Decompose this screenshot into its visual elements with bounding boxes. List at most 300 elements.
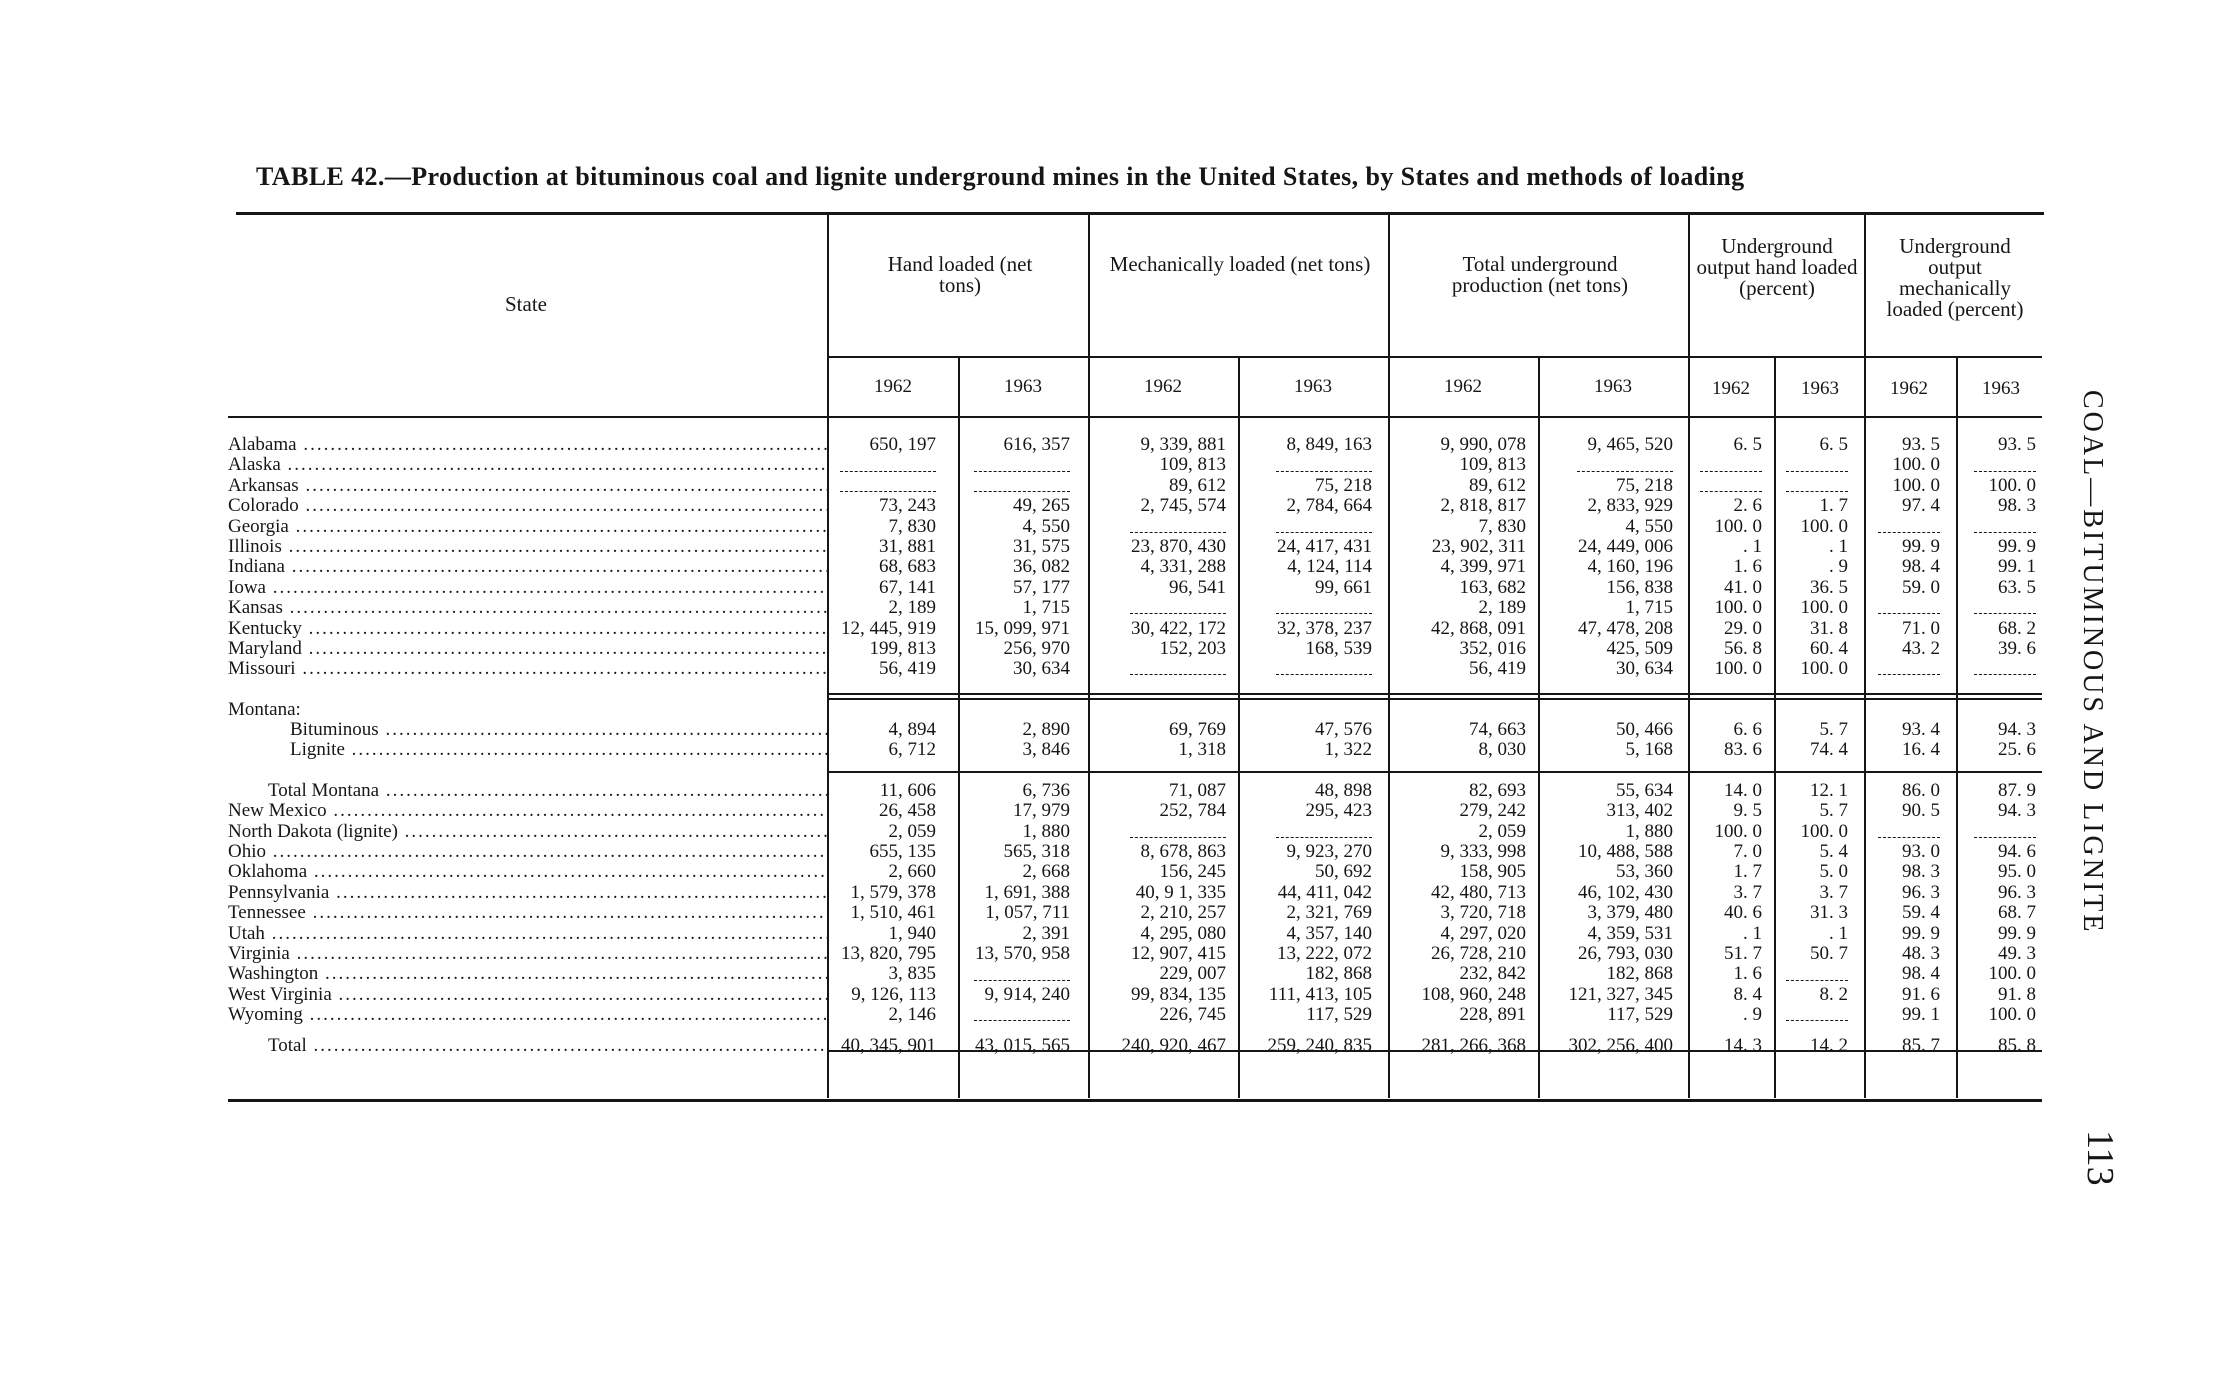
table-cell: 4, 297, 020 [1440, 922, 1526, 944]
table-cell: 30, 634 [1616, 658, 1673, 680]
table-cell: 93. 5 [1902, 434, 1940, 455]
table-cell: 13, 570, 958 [975, 942, 1070, 964]
state-label: Arkansas ..... [228, 476, 828, 496]
table-cell: 252, 784 [1159, 800, 1226, 822]
state-label: Missouri ..... [228, 659, 828, 679]
table-cell: 99, 661 [1315, 576, 1372, 598]
table-cell: 56. 8 [1724, 637, 1762, 659]
table-cell [1878, 822, 1940, 842]
table-cell: 93. 4 [1902, 719, 1940, 741]
table-cell [974, 476, 1070, 496]
table-cell: 42, 868, 091 [1431, 617, 1526, 639]
table-cell: 226, 745 [1159, 1004, 1226, 1026]
table-cell: 5. 7 [1819, 800, 1848, 822]
table-cell: 86. 0 [1902, 779, 1940, 801]
table-cell: 68. 2 [1998, 617, 2036, 639]
table-row [228, 598, 2048, 618]
table-row [228, 985, 2048, 1005]
table-cell: 6. 6 [1733, 719, 1762, 741]
table-row [228, 578, 2048, 598]
table-cell: 99, 834, 135 [1131, 983, 1226, 1005]
table-cell: . 1 [1829, 922, 1848, 944]
table-cell: 59. 4 [1902, 902, 1940, 924]
table-cell: 109, 813 [1459, 454, 1526, 476]
table-cell: 46, 102, 430 [1578, 881, 1673, 903]
table-cell: 655, 135 [869, 841, 936, 863]
header-mid-rule [827, 356, 2042, 358]
table-cell [1786, 1005, 1848, 1025]
table-cell: 2, 890 [1022, 719, 1070, 741]
table-cell: 8, 678, 863 [1140, 841, 1226, 863]
state-label: Utah ..... [228, 924, 828, 944]
table-cell: 100. 0 [1714, 820, 1762, 842]
table-cell: 199, 813 [869, 637, 936, 659]
header-state: State [505, 292, 547, 316]
table-cell: 9, 465, 520 [1587, 434, 1673, 455]
table-cell: 89, 612 [1469, 474, 1526, 496]
state-label: Lignite ..... [290, 740, 828, 760]
table-cell: 100. 0 [1714, 515, 1762, 537]
state-label: Kansas ..... [228, 598, 828, 618]
year-label: 1963 [1801, 378, 1839, 399]
table-cell: 14. 0 [1724, 779, 1762, 801]
table-cell: 59. 0 [1902, 576, 1940, 598]
table-cell: 9, 990, 078 [1440, 434, 1526, 455]
year-label: 1963 [1982, 378, 2020, 399]
state-label: Total ..... [268, 1036, 828, 1056]
table-cell: 8, 030 [1478, 739, 1526, 761]
table-cell: 32, 378, 237 [1277, 617, 1372, 639]
table-cell: 4, 331, 288 [1140, 556, 1226, 578]
state-label: Georgia ..... [228, 517, 828, 537]
table-cell: 1. 7 [1819, 495, 1848, 517]
table-cell [840, 455, 936, 475]
table-cell: . 9 [1743, 1004, 1762, 1026]
table-cell: 4, 295, 080 [1140, 922, 1226, 944]
table-cell: 2, 146 [888, 1004, 936, 1026]
table-cell [1130, 517, 1226, 537]
table-cell: 71, 087 [1169, 779, 1226, 801]
table-cell [974, 1005, 1070, 1025]
table-cell [1700, 476, 1762, 496]
table-cell: 48. 3 [1902, 942, 1940, 964]
table-cell: 182, 868 [1305, 963, 1372, 985]
table-cell: 67, 141 [879, 576, 936, 598]
table-cell [1276, 822, 1372, 842]
table-cell [1276, 455, 1372, 475]
header-mechanically-loaded: Mechanically loaded (net tons) [1109, 252, 1371, 276]
table-cell: 47, 576 [1315, 719, 1372, 741]
table-cell: 100. 0 [1988, 963, 2036, 985]
state-label: Washington ..... [228, 964, 828, 984]
state-label: Maryland ..... [228, 639, 828, 659]
table-cell: 240, 920, 467 [1121, 1034, 1226, 1056]
table-cell: 50. 7 [1810, 942, 1848, 964]
table-cell: 5. 4 [1819, 841, 1848, 863]
table-cell: 2, 668 [1022, 861, 1070, 883]
table-cell: 9, 923, 270 [1286, 841, 1372, 863]
table-cell: 425, 509 [1606, 637, 1673, 659]
table-cell: 57, 177 [1013, 576, 1070, 598]
table-cell: 99. 9 [1998, 922, 2036, 944]
table-row [228, 883, 2048, 903]
table-row [228, 720, 2048, 740]
table-cell: 4, 124, 114 [1287, 556, 1372, 578]
table-cell: 2. 6 [1733, 495, 1762, 517]
table-cell: 94. 3 [1998, 719, 2036, 741]
table-cell: 121, 327, 345 [1568, 983, 1673, 1005]
state-label: Iowa ..... [228, 578, 828, 598]
table-cell: 4, 359, 531 [1587, 922, 1673, 944]
table-cell: 39. 6 [1998, 637, 2036, 659]
table-cell: 31, 575 [1013, 535, 1070, 557]
table-cell: 156, 245 [1159, 861, 1226, 883]
table-cell: 352, 016 [1459, 637, 1526, 659]
table-row [228, 517, 2048, 537]
table-cell: . 1 [1743, 922, 1762, 944]
table-cell: 6, 736 [1022, 779, 1070, 801]
table-cell [1130, 659, 1226, 679]
table-cell: 6, 712 [888, 739, 936, 761]
table-cell: 565, 318 [1003, 841, 1070, 863]
table-cell: 94. 3 [1998, 800, 2036, 822]
table-cell: 3, 720, 718 [1440, 902, 1526, 924]
table-cell: 8, 849, 163 [1286, 434, 1372, 455]
table-cell: 41. 0 [1724, 576, 1762, 598]
year-label: 1963 [1004, 376, 1042, 397]
table-cell [1974, 822, 2036, 842]
table-cell: 74, 663 [1469, 719, 1526, 741]
table-cell: 63. 5 [1998, 576, 2036, 598]
state-label: Bituminous ..... [290, 720, 828, 740]
table-cell [1786, 455, 1848, 475]
table-cell [1878, 659, 1940, 679]
table-cell: 68, 683 [879, 556, 936, 578]
table-cell: 30, 634 [1013, 658, 1070, 680]
table-cell: 1, 880 [1022, 820, 1070, 842]
table-cell: 40, 345, 901 [841, 1034, 936, 1056]
table-cell: 75, 218 [1315, 474, 1372, 496]
table-cell: 100. 0 [1800, 820, 1848, 842]
table-cell: 616, 357 [1003, 434, 1070, 455]
table-cell: 8. 2 [1819, 983, 1848, 1005]
table-cell: 1. 6 [1733, 556, 1762, 578]
year-label: 1962 [1144, 376, 1182, 397]
table-cell: 2, 210, 257 [1140, 902, 1226, 924]
table-cell: 1, 318 [1178, 739, 1226, 761]
table-row [228, 496, 2048, 516]
table-cell: 99. 9 [1902, 922, 1940, 944]
table-cell: 31. 3 [1810, 902, 1848, 924]
table-row [228, 1005, 2048, 1025]
table-cell: 100. 0 [1714, 597, 1762, 619]
table-cell [1786, 964, 1848, 984]
table-cell: 9, 126, 113 [851, 983, 936, 1005]
table-cell: 6. 5 [1819, 434, 1848, 455]
table-cell: 117, 529 [1607, 1004, 1673, 1026]
table-cell: 99. 1 [1998, 556, 2036, 578]
table-cell: 100. 0 [1714, 658, 1762, 680]
state-label: Indiana ..... [228, 557, 828, 577]
state-label: West Virginia ..... [228, 985, 828, 1005]
table-cell: 43, 015, 565 [975, 1034, 1070, 1056]
table-cell: 1, 510, 461 [850, 902, 936, 924]
table-cell: 36, 082 [1013, 556, 1070, 578]
header-total-underground: Total underground production (net tons) [1451, 252, 1629, 297]
table-top-rule [236, 212, 2044, 215]
state-label: Virginia ..... [228, 944, 828, 964]
header-bottom-rule [228, 416, 2042, 418]
table-cell: 85. 8 [1998, 1034, 2036, 1056]
table-cell: 49, 265 [1013, 495, 1070, 517]
table-cell: 95. 0 [1998, 861, 2036, 883]
table-cell: 7, 830 [888, 515, 936, 537]
table-cell [1878, 598, 1940, 618]
state-label: Ohio ..... [228, 842, 828, 862]
table-cell: 2, 321, 769 [1286, 902, 1372, 924]
table-cell: 232, 842 [1459, 963, 1526, 985]
table-cell [974, 455, 1070, 475]
table-cell: 3, 846 [1022, 739, 1070, 761]
table-row [228, 740, 2048, 760]
table-cell: 152, 203 [1159, 637, 1226, 659]
table-cell: 12, 445, 919 [841, 617, 936, 639]
table-row [228, 862, 2048, 882]
table-row [228, 435, 2048, 455]
table-cell: 259, 240, 835 [1267, 1034, 1372, 1056]
table-cell [1974, 598, 2036, 618]
table-cell: 2, 833, 929 [1587, 495, 1673, 517]
table-cell: 281, 266, 368 [1421, 1034, 1526, 1056]
year-label: 1962 [1712, 378, 1750, 399]
table-cell: 14. 3 [1724, 1034, 1762, 1056]
table-cell: 1, 715 [1022, 597, 1070, 619]
table-cell: 98. 4 [1902, 963, 1940, 985]
table-row [228, 537, 2048, 557]
table-cell: 7. 0 [1733, 841, 1762, 863]
table-cell: 14. 2 [1810, 1034, 1848, 1056]
table-cell: 99. 9 [1998, 535, 2036, 557]
table-row [228, 1036, 2048, 1056]
table-cell: 29. 0 [1724, 617, 1762, 639]
table-cell: 24, 417, 431 [1277, 535, 1372, 557]
table-cell: 158, 905 [1459, 861, 1526, 883]
table-cell: 75, 218 [1616, 474, 1673, 496]
table-cell: 49. 3 [1998, 942, 2036, 964]
table-cell: 256, 970 [1003, 637, 1070, 659]
table-cell: 2, 784, 664 [1286, 495, 1372, 517]
table-cell: 1, 057, 711 [985, 902, 1070, 924]
table-cell: 3, 835 [888, 963, 936, 985]
table-row [228, 557, 2048, 577]
table-cell: 4, 357, 140 [1286, 922, 1372, 944]
year-label: 1963 [1594, 376, 1632, 397]
table-cell: 89, 612 [1169, 474, 1226, 496]
page-number: 113 [2079, 1130, 2121, 1186]
table-cell: 73, 243 [879, 495, 936, 517]
state-label: Pennsylvania ..... [228, 883, 828, 903]
state-label: Alabama ..... [228, 435, 828, 455]
table-cell: 23, 870, 430 [1131, 535, 1226, 557]
table-cell: 74. 4 [1810, 739, 1848, 761]
table-cell: 100. 0 [1800, 597, 1848, 619]
table-cell: 4, 160, 196 [1587, 556, 1673, 578]
table-cell: 1, 940 [888, 922, 936, 944]
table-cell: 69, 769 [1169, 719, 1226, 741]
year-label: 1962 [1890, 378, 1928, 399]
table-cell [1786, 476, 1848, 496]
table-cell: 1. 7 [1733, 861, 1762, 883]
table-cell: 2, 059 [888, 820, 936, 842]
table-cell: . 1 [1829, 535, 1848, 557]
table-cell: 7, 830 [1478, 515, 1526, 537]
table-cell: 96. 3 [1902, 881, 1940, 903]
table-cell: 2, 189 [888, 597, 936, 619]
table-row [228, 944, 2048, 964]
table-cell: 168, 539 [1305, 637, 1372, 659]
table-cell: 99. 9 [1902, 535, 1940, 557]
table-cell: 1. 6 [1733, 963, 1762, 985]
table-cell: 650, 197 [869, 434, 936, 455]
table-cell: 100. 0 [1892, 474, 1940, 496]
table-cell: 98. 3 [1998, 495, 2036, 517]
table-cell: 43. 2 [1902, 637, 1940, 659]
table-row [228, 964, 2048, 984]
table-cell: 53, 360 [1616, 861, 1673, 883]
table-cell: 13, 820, 795 [841, 942, 936, 964]
table-cell: 94. 6 [1998, 841, 2036, 863]
table-cell: 229, 007 [1159, 963, 1226, 985]
table-cell: 100. 0 [1988, 1004, 2036, 1026]
table-row [228, 619, 2048, 639]
table-row [228, 476, 2048, 496]
table-cell: 100. 0 [1800, 658, 1848, 680]
table-cell: 36. 5 [1810, 576, 1848, 598]
table-cell: 302, 256, 400 [1568, 1034, 1673, 1056]
table-cell: 182, 868 [1606, 963, 1673, 985]
state-label: Total Montana ..... [268, 781, 828, 801]
state-label: Wyoming ..... [228, 1005, 828, 1025]
table-cell [1577, 455, 1673, 475]
table-cell: 13, 222, 072 [1277, 942, 1372, 964]
table-cell: 3, 379, 480 [1587, 902, 1673, 924]
state-label: New Mexico ..... [228, 801, 828, 821]
table-cell: 9, 333, 998 [1440, 841, 1526, 863]
table-row [228, 700, 2048, 720]
header-hand-loaded: Hand loaded (net tons) [887, 252, 1033, 297]
table-cell: 12, 907, 415 [1131, 942, 1226, 964]
state-label: Illinois ..... [228, 537, 828, 557]
table-cell: 56, 419 [1469, 658, 1526, 680]
state-label: Alaska ..... [228, 455, 828, 475]
table-cell: 3. 7 [1819, 881, 1848, 903]
table-cell: 10, 488, 588 [1578, 841, 1673, 863]
table-cell: 68. 7 [1998, 902, 2036, 924]
table-row [228, 924, 2048, 944]
state-label: Montana: [228, 699, 301, 720]
table-cell: 40, 9 1, 335 [1135, 881, 1226, 903]
table-cell: 1, 691, 388 [984, 881, 1070, 903]
table-cell: 82, 693 [1469, 779, 1526, 801]
table-cell: 8. 4 [1733, 983, 1762, 1005]
state-label: Kentucky ..... [228, 619, 828, 639]
table-cell [1974, 455, 2036, 475]
table-cell: 71. 0 [1902, 617, 1940, 639]
table-cell: 9, 914, 240 [984, 983, 1070, 1005]
table-cell: 50, 466 [1616, 719, 1673, 741]
state-label: Oklahoma ..... [228, 862, 828, 882]
table-cell: 295, 423 [1305, 800, 1372, 822]
table-cell: 25. 6 [1998, 739, 2036, 761]
table-cell: 98. 3 [1902, 861, 1940, 883]
table-cell: 47, 478, 208 [1578, 617, 1673, 639]
table-cell [1974, 517, 2036, 537]
header-pct-hand: Underground output hand loaded (percent) [1696, 234, 1858, 300]
table-cell: 93. 0 [1902, 841, 1940, 863]
table-cell: 5. 7 [1819, 719, 1848, 741]
table-cell: 96. 3 [1998, 881, 2036, 903]
table-cell: 42, 480, 713 [1431, 881, 1526, 903]
table-cell: 97. 4 [1902, 495, 1940, 517]
year-label: 1962 [1444, 376, 1482, 397]
table-cell [1130, 822, 1226, 842]
table-cell: 85. 7 [1902, 1034, 1940, 1056]
table-cell [840, 476, 936, 496]
table-cell: 2, 745, 574 [1140, 495, 1226, 517]
table-cell: 99. 1 [1902, 1004, 1940, 1026]
table-cell: 100. 0 [1988, 474, 2036, 496]
table-cell: 6. 5 [1733, 434, 1762, 455]
year-label: 1963 [1294, 376, 1332, 397]
table-row [228, 903, 2048, 923]
state-label: North Dakota (lignite) ..... [228, 822, 828, 842]
table-cell: 98. 4 [1902, 556, 1940, 578]
table-cell [1974, 659, 2036, 679]
table-row [228, 455, 2048, 475]
table-row [228, 659, 2048, 679]
table-cell: 48, 898 [1315, 779, 1372, 801]
table-cell: 2, 818, 817 [1440, 495, 1526, 517]
table-row [228, 801, 2048, 821]
table-cell: 55, 634 [1616, 779, 1673, 801]
table-cell: 40. 6 [1724, 902, 1762, 924]
table-cell: 2, 391 [1022, 922, 1070, 944]
table-cell: 109, 813 [1159, 454, 1226, 476]
state-label: Tennessee ..... [228, 903, 828, 923]
table-cell: 26, 793, 030 [1578, 942, 1673, 964]
table-cell: 87. 9 [1998, 779, 2036, 801]
running-head: COAL—BITUMINOUS AND LIGNITE [2077, 390, 2108, 935]
table-cell: 31, 881 [879, 535, 936, 557]
table-cell: 15, 099, 971 [975, 617, 1070, 639]
table-cell: 44, 411, 042 [1277, 881, 1372, 903]
table-cell: 91. 6 [1902, 983, 1940, 1005]
table-cell: 23, 902, 311 [1431, 535, 1526, 557]
table-cell: 96, 541 [1169, 576, 1226, 598]
table-cell: 1, 880 [1625, 820, 1673, 842]
table-cell: 117, 529 [1306, 1004, 1372, 1026]
table-title: TABLE 42.—Production at bituminous coal and lignite underground mines in the United States, by States and methods of loading [256, 162, 1745, 191]
table-cell: 12. 1 [1810, 779, 1848, 801]
table-cell: 313, 402 [1606, 800, 1673, 822]
table-cell: 2, 059 [1478, 820, 1526, 842]
table-row [228, 781, 2048, 801]
table-body [228, 435, 2048, 1056]
table-cell: 11, 606 [879, 779, 936, 801]
table-cell: 1, 579, 378 [850, 881, 936, 903]
table-cell: 108, 960, 248 [1421, 983, 1526, 1005]
table-cell: 93. 5 [1998, 434, 2036, 455]
